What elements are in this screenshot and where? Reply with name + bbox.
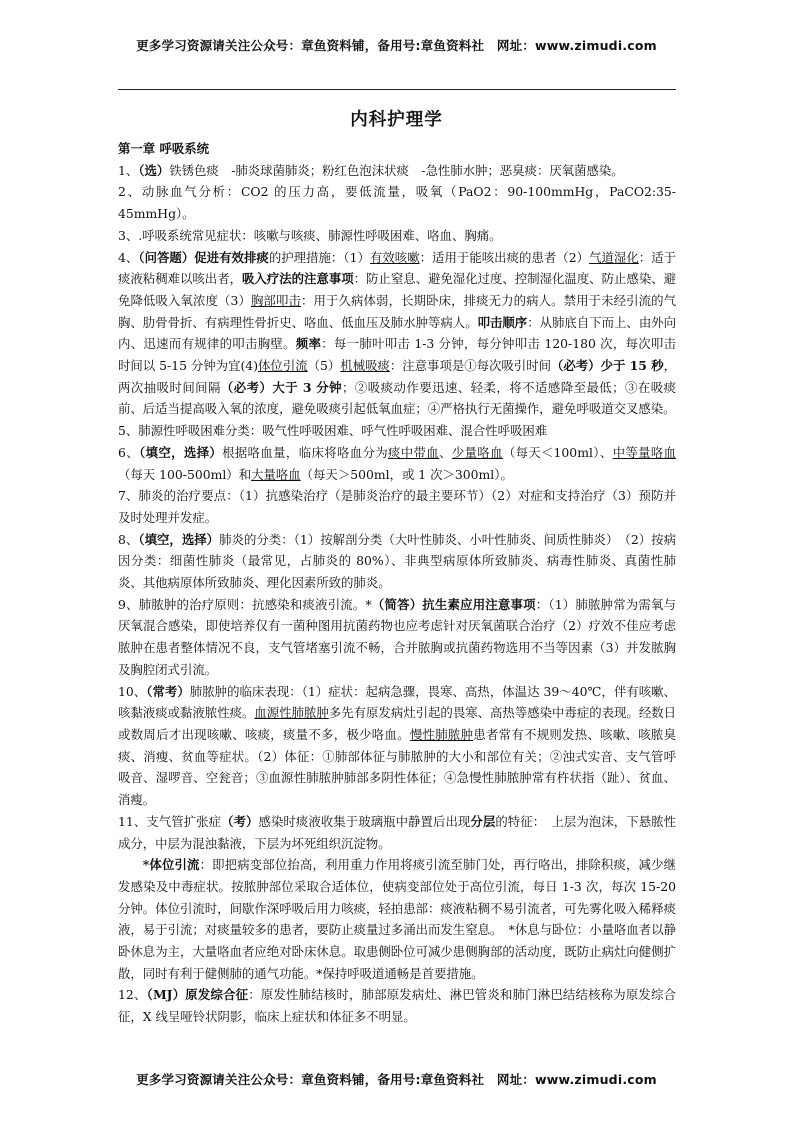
underlined-text: 胸部叩击 [251,292,302,308]
item-paragraph [118,681,676,811]
body-text: 的护理措施：（1） [268,249,370,265]
underlined-text: 中等量咯血 [612,444,677,460]
body-text: 3、.呼吸系统常见症状：咳嗽与咳痰、肺源性呼吸困难、咯血、胸痛。 [118,227,502,243]
body-text: （每天＜100ml）、 [502,444,613,460]
item-paragraph [118,181,676,224]
body-text: 6、 [118,444,140,460]
body-text: ，两次抽吸时间间隔 [118,358,677,395]
body-text: 8、 [118,531,139,547]
item-paragraph [118,247,676,421]
item-paragraph [118,984,676,1027]
body-text: （每天 100-500ml）和 [118,466,252,482]
bold-text: （选） [138,162,170,178]
bold-text: 吸入疗法的注意事项 [242,271,354,287]
item-paragraph [118,529,676,594]
bold-text: （简答）抗生素应用注意事项 [371,596,536,612]
body-text: 多先有原发病灶引起的畏寒、高热等感染中毒症的表现。经数日或数周后才出现咳嗽、咳痰，痰量不多，极少咯血。 [118,705,677,742]
body-text: 4、 [118,249,139,265]
body-text: 的特征： 上层为泡沫，下悬脓性成分，中层为混浊黏液，下层为坏死组织沉淀物。 [118,813,677,851]
body-text: 患者常有不规则发热、咳嗽、咳脓臭痰、消瘦、贫血等症状。（2）体征：①肺部体征与肺脓肿的大小和部位有关；②浊式实音、支气管呼吸音、湿啰音、空瓮音；③血源性肺脓肿肺部多阴性体征；④急慢性肺脓肿常有杵状指（趾）、贫血、消瘦。 [118,726,677,808]
bold-text: （填空，选择） [138,531,220,547]
body-text: 9、肺脓肿的治疗原则：抗感染和痰液引流。* [118,596,372,612]
item-list [118,160,676,1028]
underlined-text: 少量咯血 [451,444,503,460]
item-paragraph [118,420,676,442]
document-title: 内科护理学 [350,110,443,130]
body-text: ：（1）肺脓肿常为需氧与厌氧混合感染，即使培养仅有一菌种图用抗菌药物也应考虑针对厌氧菌联合治疗（2）疗效不佳应考虑脓肿在患者整体情况不良，支气管堵塞引流不畅，合并脓胸或抗菌药物选用不当等因素（3）并发脓胸及胸腔闭式引流。 [118,596,677,677]
header-divider [118,89,676,90]
underlined-text: 血源性肺脓肿 [254,705,329,721]
bold-text: （填空，选择） [139,444,223,460]
underlined-text: 有效咳嗽 [369,249,420,265]
underlined-text: 体位引流 [258,358,308,374]
bold-text: 频率 [295,336,322,352]
page-footer: 更多学习资源请关注公众号：章鱼资料铺，备用号:章鱼资料社 网址：www.zimudi.com [136,1072,657,1087]
body-text: 感染时痰液收集于玻璃瓶中静置后出现 [258,813,471,829]
item-paragraph [118,594,676,681]
body-text: 11、支气管扩张症 [118,813,222,829]
item-paragraph [118,442,676,485]
body-text: ：用于久病体弱，长期卧床，排痰无力的病人。禁用于未经引流的气胸、肋骨骨折、有病理性骨折史、咯血、低血压及肺水肿等病人。 [118,292,677,330]
chapter-heading: 第一章 呼吸系统 [118,141,210,156]
bold-text: （问答题）促进有效排痰 [138,249,269,265]
item-paragraph [118,854,676,984]
page-header: 更多学习资源请关注公众号：章鱼资料铺，备用号:章鱼资料社 网址：www.zimudi.com [136,38,657,53]
body-text: 5、肺源性呼吸困难分类：吸气性呼吸困难、呼气性呼吸困难、混合性呼吸困难 [118,423,548,439]
body-text: （5） [307,358,341,374]
body-text: ：即把病变部位抬高，利用重力作用将痰引流至肺门处，再行咯出，排除积痰，减少继发感染及中毒症状。按脓肿部位采取合适体位，使病变部位处于高位引流，每日 1-3 次，每次 15-20 分钟。体位引流时，间歇作深呼吸后用力咳痰，轻拍患部：痰液粘稠不易引流者，可先雾化吸入稀释痰液，易于引流；对痰量较多的患者，要防止痰量过多涌出而发生窒息。 *休息与卧位：小量咯血者以静卧休息为主，大量咯血者应绝对卧床休息。取患侧卧位可减少患侧胸部的活动度，既防止病灶向健侧扩散，同时有利于健侧肺的通气功能。*保持呼吸道通畅是首要措施。 [118,857,676,981]
body-text: ：原发性肺结核时，肺部原发病灶、淋巴管炎和肺门淋巴结结核称为原发综合征，X 线呈哑铃状阴影，临床上症状和体征多不明显。 [118,987,676,1025]
body-text: ：从肺底自下而上、由外向内、迅速而有规律的叩击胸壁。 [118,314,677,352]
bold-text: （必考）少于 15 秒 [551,358,664,374]
body-text: （每天＞500ml，或 1 次＞300ml）。 [300,466,513,482]
bold-text: （必考）大于 3 分钟 [220,379,343,395]
body-text: 肺炎的分类：（1）按解剖分类（大叶性肺炎、小叶性肺炎、间质性肺炎） （2）按病因分类：细菌性肺炎（最常见，占肺炎的 80%）、非典型病原体所致肺炎、病毒性肺炎、真菌性肺炎、其他病原体所致肺炎、理化因素所致的肺炎。 [118,531,676,591]
body-text: ：每一肺叶叩击 1-3 分钟，每分钟叩击 120-180 次，每次叩击时间以 5-15 分钟为宜(4) [118,336,677,374]
body-text: 肺脓肿的临床表现：（1）症状：起病急骤，畏寒、高热，体温达 39～40℃，伴有咳嗽、咳黏液痰或黏液脓性痰。 [118,683,676,721]
body-text: 2、动脉血气分析：CO2 的压力高，要低流量，吸氧（PaO2：90-100mmHg，PaCO2:35-45mmHg）。 [118,184,676,222]
document-body [118,138,676,1028]
underlined-text: 大量咯血 [251,466,301,482]
item-paragraph [118,160,676,182]
body-text: ：注意事项是①每次吸引时间 [389,358,551,374]
body-text: 1、 [118,162,139,178]
item-paragraph [118,225,676,247]
body-text: ：适用于能咳出痰的患者（2） [419,249,590,265]
bold-text: （常考） [146,683,190,699]
body-text: 7、肺炎的治疗要点：（1）抗感染治疗（是肺炎治疗的最主要环节）（2）对症和支持治疗（3）预防并及时处理并发症。 [118,488,676,525]
item-paragraph [118,485,676,528]
body-text: 12、 [118,987,147,1003]
bold-text: （MJ）原发综合征 [146,987,249,1003]
body-text: 根据咯血量，临床将咯血分为 [222,444,389,460]
bold-text: 叩击顺序 [477,314,528,330]
underlined-text: 痰中带血 [388,444,440,460]
underlined-text: 气道湿化 [589,249,639,265]
item-paragraph [118,811,676,854]
body-text: 10、 [118,683,147,699]
underlined-text: 慢性肺脓肿 [409,726,474,742]
bold-text: （考） [221,813,259,829]
body-text: 、 [439,444,452,460]
bold-text: *体位引流 [142,857,200,873]
body-text: ；②吸痰动作要迅速、轻柔，将不适感降至最低；③在吸痰前、后适当提高吸入氧的浓度，避免吸痰引起低氧血症；④严格执行无菌操作，避免呼吸道交叉感染。 [118,379,677,417]
bold-text: 分层 [470,813,496,829]
body-text: ：防止窒息、避免湿化过度、控制湿化温度、防止感染、避免降低吸入氧浓度（3） [118,271,677,308]
body-text: ：适于痰液粘稠难以咳出者， [118,249,677,287]
body-text: 铁锈色痰 -肺炎球菌肺炎；粉红色泡沫状痰 -急性肺水肿；恶臭痰：厌氧菌感染。 [169,162,624,178]
underlined-text: 机械吸痰 [340,358,390,374]
